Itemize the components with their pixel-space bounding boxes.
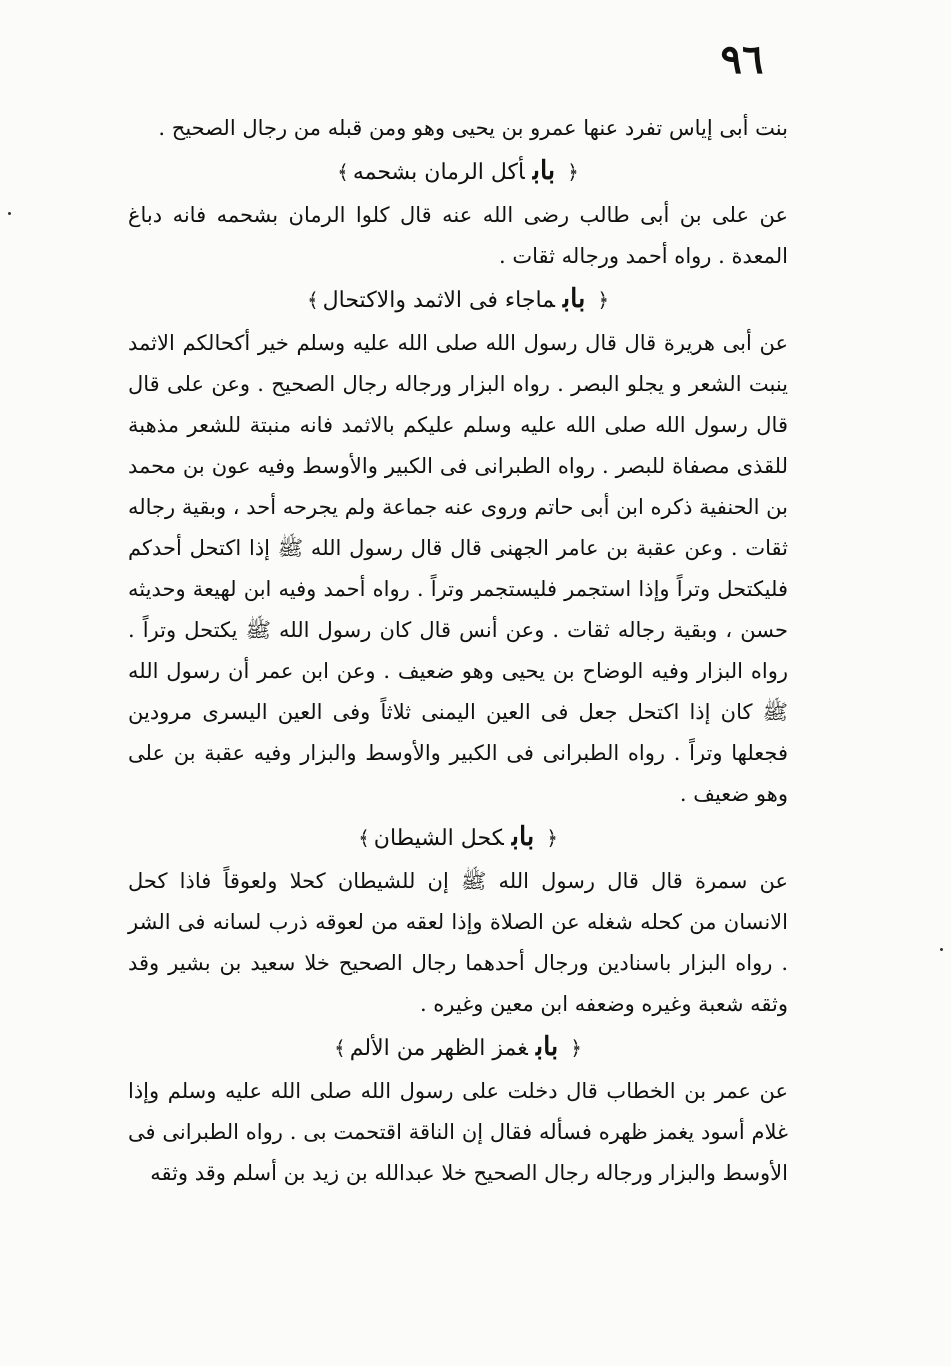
heading-title: أكل الرمان بشحمه	[352, 160, 525, 185]
paragraph-kohl: عن أبى هريرة قال قال رسول الله صلى الله عليه وسلم خير أكحالكم الاثمد ينبت الشعر و يجلو البصر . رواه البزار ورجاله رجال الصحيح . وعن على قال قال رسول الله صلى الله عليه وسلم عليكم بالاثمد فانه منبتة للشعر مذهبة للقذى مصفاة للبصر . رواه الطبرانى فى الكبير والأوسط وفيه عون بن محمد بن الحنفية ذكره ابن أبى حاتم وروى عنه جماعة ولم يجرحه أحد ، وبقية رجاله ثقات . وعن عقبة بن عامر الجهنى قال قال رسول الله ﷺ إذا اكتحل أحدكم فليكتحل وتراً وإذا استجمر فليستجمر وتراً . رواه أحمد وفيه ابن لهيعة وحديثه حسن ، وبقية رجاله ثقات . وعن أنس قال كان رسول الله ﷺ يكتحل وتراً . رواه البزار وفيه الوضاح بن يحيى وهو ضعيف . وعن ابن عمر أن رسول الله ﷺ كان إذا اكتحل جعل فى العين اليمنى ثلاثاً وفى العين اليسرى مرودين فجعلها وتراً . رواه الطبرانى فى الكبير والأوسط والبزار وفيه عقبة بن على وهو ضعيف .	[128, 331, 788, 806]
ornamental-bracket-close: ﴾	[337, 160, 349, 184]
chapter-heading-back-massage	[128, 1025, 788, 1071]
scan-speck	[8, 212, 11, 215]
chapter-heading-kohl	[128, 277, 788, 323]
heading-bab-label: باب	[532, 156, 556, 186]
ornamental-bracket-open: ﴿	[597, 288, 610, 312]
ornamental-bracket-close: ﴾	[334, 1036, 346, 1060]
ornamental-bracket-close: ﴾	[306, 288, 319, 312]
ornamental-bracket-open: ﴿	[570, 1036, 582, 1060]
heading-title: كحل الشيطان	[373, 826, 504, 851]
chapter-heading-satan-kohl	[128, 815, 788, 861]
heading-bab-label: باب	[562, 284, 586, 314]
ornamental-bracket-close: ﴾	[358, 826, 370, 850]
heading-title: ماجاء فى الاثمد والاكتحال	[322, 288, 555, 313]
paragraph-pomegranate: عن على بن أبى طالب رضى الله عنه قال كلوا الرمان بشحمه فانه دباغ المعدة . رواه أحمد ورجاله ثقات .	[128, 203, 788, 268]
ornamental-bracket-open: ﴿	[546, 826, 558, 850]
chapter-heading-pomegranate	[128, 149, 788, 195]
ornamental-bracket-open: ﴿	[567, 160, 579, 184]
body-text	[128, 108, 788, 1194]
paragraph-intro: بنت أبى إياس تفرد عنها عمرو بن يحيى وهو ومن قبله من رجال الصحيح .	[158, 116, 788, 140]
scan-speck	[940, 948, 943, 951]
heading-title: غمز الظهر من الألم	[349, 1036, 528, 1061]
heading-bab-label: باب	[535, 1032, 559, 1062]
page-number: ٩٦	[720, 36, 764, 83]
paragraph-back-massage: عن عمر بن الخطاب قال دخلت على رسول الله صلى الله عليه وسلم وإذا غلام أسود يغمز ظهره فسأله فقال إن الناقة اقتحمت بى . رواه الطبرانى فى الأوسط والبزار ورجاله رجال الصحيح خلا عبدالله بن زيد بن أسلم وقد وثقه	[128, 1079, 788, 1185]
heading-bab-label: باب	[511, 822, 535, 852]
paragraph-satan-kohl: عن سمرة قال قال رسول الله ﷺ إن للشيطان كحلا ولعوقاً فاذا كحل الانسان من كحله شغله عن الصلاة وإذا لعقه من لعوقه ذرب لسانه فى الشر . رواه البزار باسنادين ورجال أحدهما رجال الصحيح خلا سعيد بن بشير وقد وثقه شعبة وغيره وضعفه ابن معين وغيره .	[128, 869, 788, 1016]
